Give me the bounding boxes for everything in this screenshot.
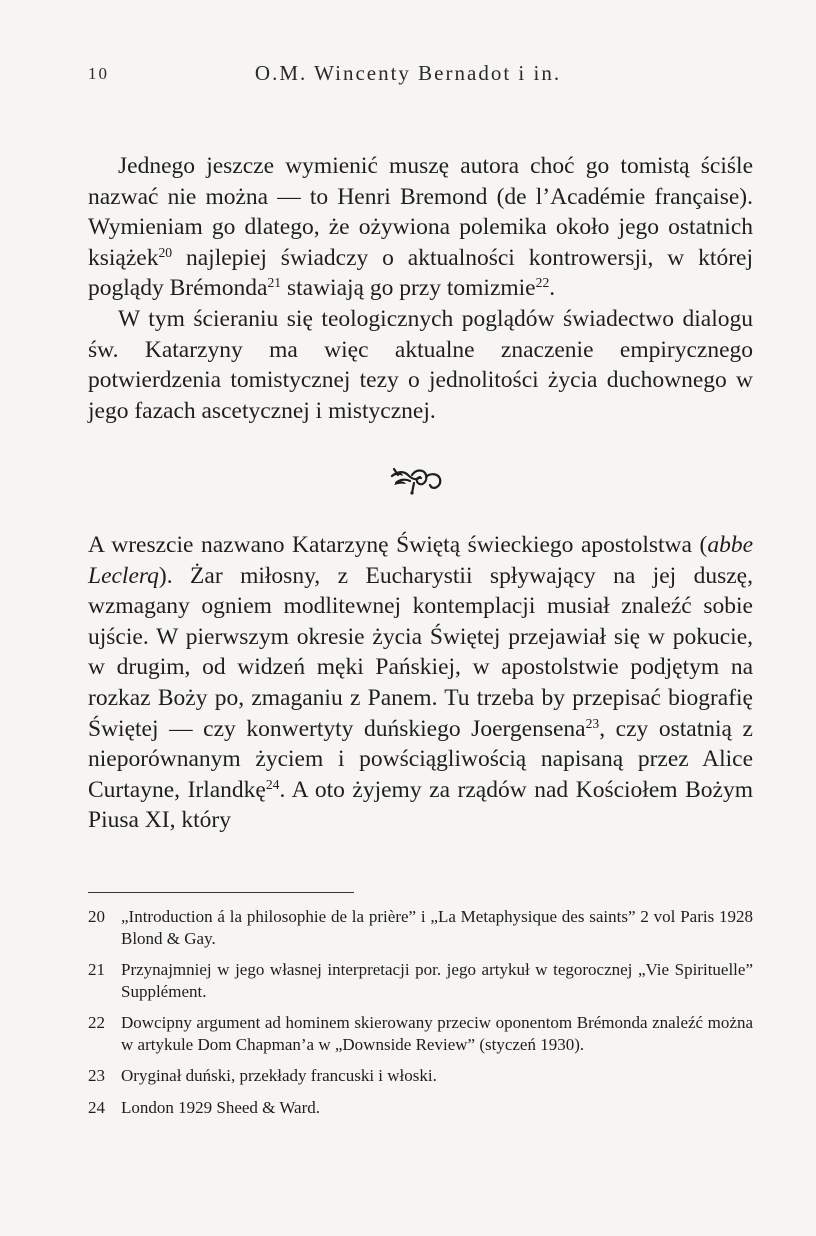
footnote-text: „Introduction á la philosophie de la prière” i „La Metaphysique des saints” 2 vol Paris 1928 Blond & Gay.: [121, 907, 753, 948]
footnote: [88, 959, 753, 1002]
footnote-ref-22[interactable]: 22: [535, 275, 550, 291]
footnote-number: 24: [88, 1097, 105, 1117]
footnote-number: 22: [88, 1013, 105, 1032]
text-block-lower: [88, 530, 753, 836]
footnote-number: 21: [88, 960, 105, 979]
footnote: [88, 1097, 753, 1119]
footnote-text: London 1929 Sheed & Ward.: [121, 1097, 320, 1117]
footnote-ref-24[interactable]: 24: [265, 776, 280, 792]
footnote-separator: [88, 892, 354, 893]
running-title: O.M. Wincenty Bernadot i in.: [254, 61, 562, 85]
page-number: 10: [88, 64, 109, 83]
footnote-ref-21[interactable]: 21: [267, 275, 282, 291]
paragraph-apostolate: A wreszcie nazwano Katarzynę Świętą świeckiego apostolstwa (abbe Leclerq). Żar miłosny, z Eucharystii spływający na jej duszę, wzmagany ogniem modlitewnej kontemplacji musiał znaleźć sobie ujście. W pierwszym okresie życia Świętej przejawiał się w pokucie, w drugim, od widzeń męki Pańskiej, w apostolstwie podjętym na rozkaz Boży po, zmaganiu z Panem. Tu trzeba by przepisać biografię Świętej — czy konwertyty duńskiego Joergensena$^{23}$, czy ostatnią z nieporównanym życiem i powściągliwością napisaną przez Alice Curtayne, Irlandkę$^{24}$. A oto żyjemy za rządów nad Kościołem Bożym Piusa XI, który: [88, 532, 753, 834]
footnote-ref-20[interactable]: 20: [158, 244, 173, 260]
footnote: [88, 1065, 753, 1087]
footnote: [88, 1012, 753, 1055]
footnote-number: 20: [88, 907, 105, 926]
floral-fleuron-icon: [388, 463, 446, 497]
footnotes: [88, 906, 753, 1128]
paragraph-dialog: W tym ścieraniu się teologicznych poglądów świadectwo dialogu św. Katarzyny ma więc aktualne znaczenie empirycznego potwierdzenia tomistycznej tezy o jednolitości życia duchownego w jego fazach ascetycznej i mistycznej.: [88, 305, 753, 424]
footnote-number: 23: [88, 1066, 105, 1085]
footnote: [88, 906, 753, 949]
paragraph-bremond: Jednego jeszcze wymienić muszę autora choć go tomistą ściśle nazwać nie można — to Henri Bremond (de l’Académie française). Wymieniam go dlatego, że ożywiona polemika około jego ostatnich książek$^{20}$ najlepiej świadczy o aktualności kontrowersji, w której poglądy Brémonda$^{21}$ stawiają go przy tomizmie$^{22}$.: [88, 153, 753, 302]
footnote-text: Oryginał duński, przekłady francuski i włoski.: [121, 1066, 437, 1085]
footnote-ref-23[interactable]: 23: [585, 715, 600, 731]
italic-citation: abbe Leclerq: [88, 532, 753, 589]
footnote-text: Przynajmniej w jego własnej interpretacji por. jego artykuł w tegorocznej „Vie Spirituelle” Supplément.: [121, 960, 753, 1001]
footnote-text: Dowcipny argument ad hominem skierowany przeciw oponentom Brémonda znaleźć można w artykule Dom Chapman’a w „Downside Review” (styczeń 1930).: [121, 1013, 753, 1054]
text-block-upper: [88, 151, 753, 426]
